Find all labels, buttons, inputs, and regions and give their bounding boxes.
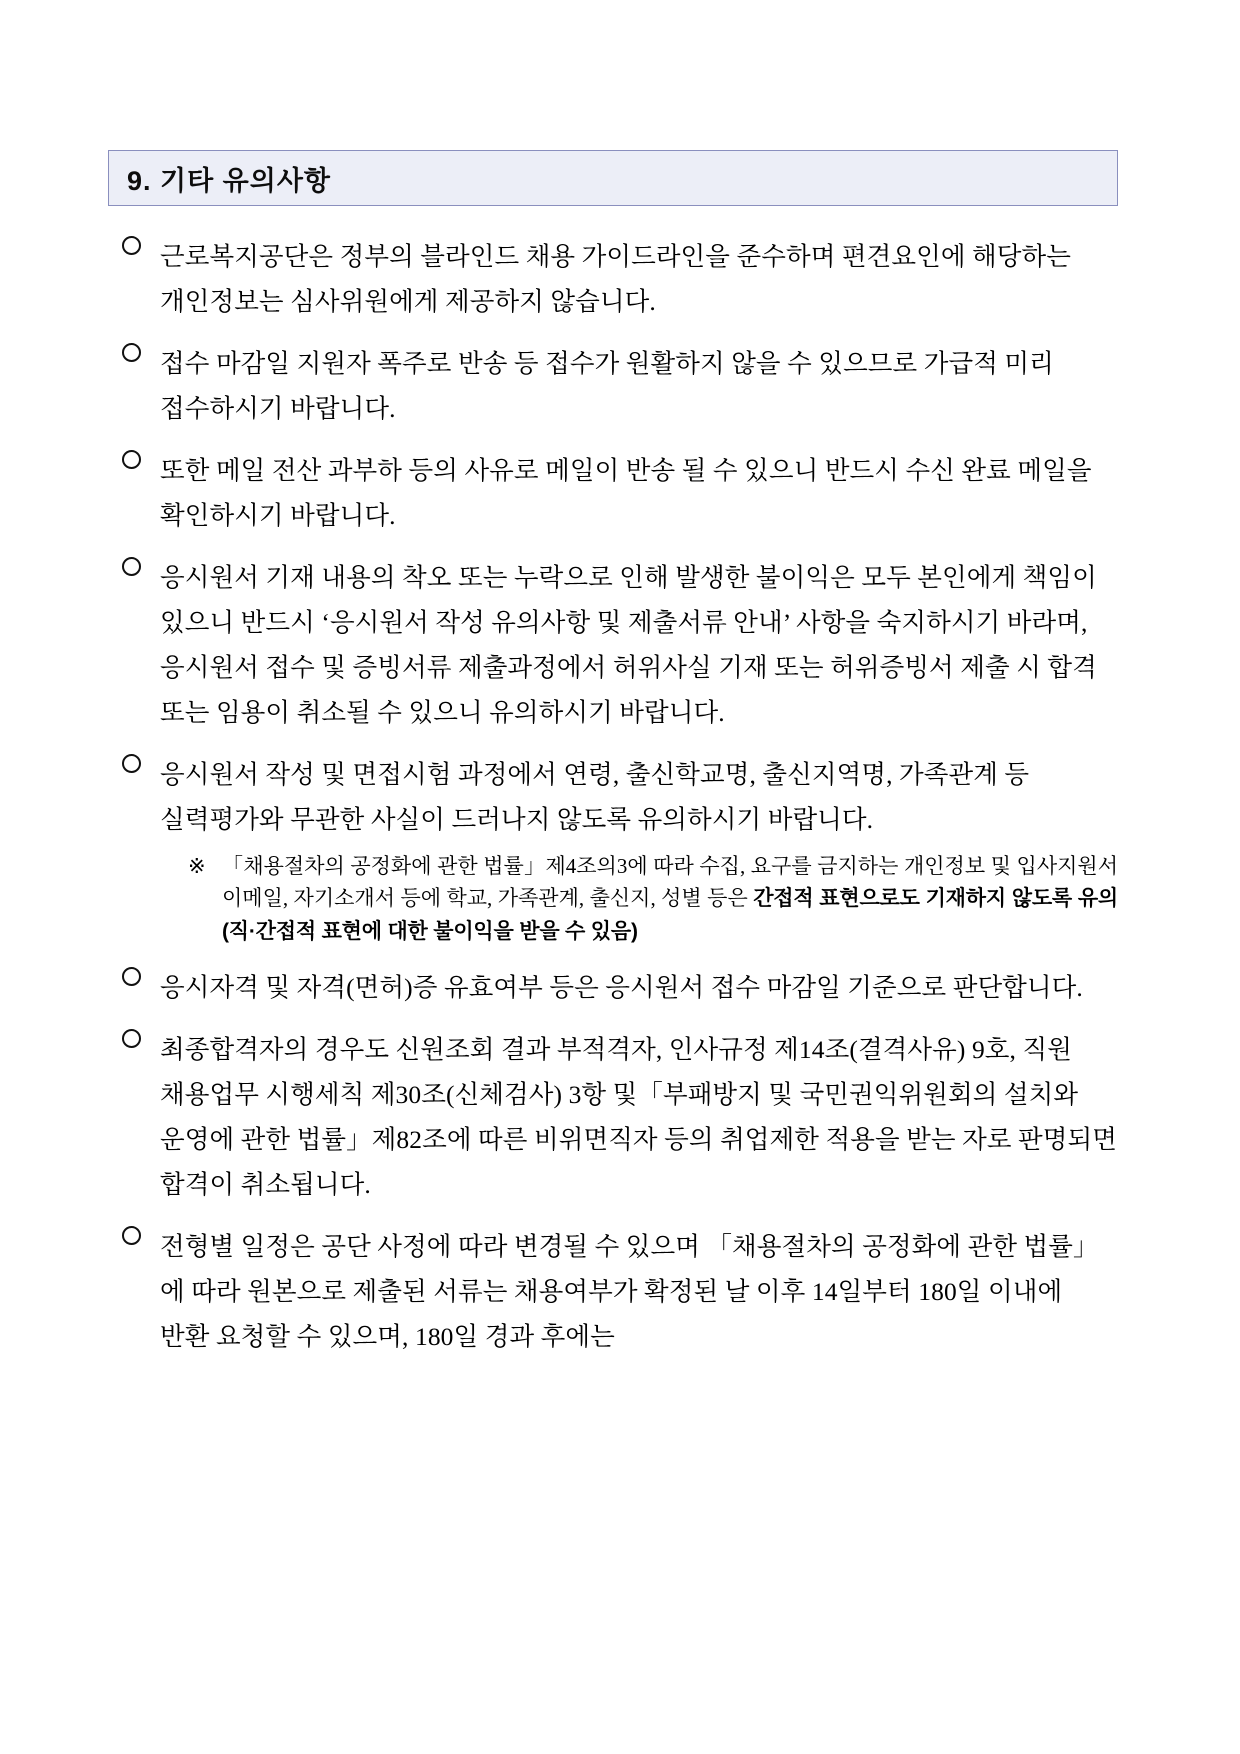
list-item	[108, 341, 1118, 431]
list-item	[108, 965, 1118, 1010]
list-item-text: 응시원서 작성 및 면접시험 과정에서 연령, 출신학교명, 출신지역명, 가족관계 등 실력평가와 무관한 사실이 드러나지 않도록 유의하시기 바랍니다.	[160, 760, 1030, 834]
list-item-text: 전형별 일정은 공단 사정에 따라 변경될 수 있으며 「채용절차의 공정화에 관한 법률」에 따라 원본으로 제출된 서류는 채용여부가 확정된 날 이후 14일부터 180일 이내에 반환 요청할 수 있으며, 180일 경과 후에는	[160, 1232, 1099, 1351]
note-text: 「채용절차의 공정화에 관한 법률」제4조의3에 따라 수집, 요구를 금지하는 개인정보 및 입사지원서 이메일, 자기소개서 등에 학교, 가족관계, 출신지, 성별 등은	[222, 854, 1118, 910]
circle-bullet-icon	[122, 236, 141, 255]
list-item-text: 접수 마감일 지원자 폭주로 반송 등 접수가 원활하지 않을 수 있으므로 가급적 미리 접수하시기 바랍니다.	[160, 349, 1054, 423]
circle-bullet-icon	[122, 1226, 141, 1245]
circle-bullet-icon	[122, 343, 141, 362]
circle-bullet-icon	[122, 557, 141, 576]
list-item	[108, 752, 1118, 948]
list-item	[108, 234, 1118, 324]
note-text-emphasis: 간접적 표현으로도 기재하지 않도록 유의 (직·간접적 표현에 대한 불이익을 받을 수 있음)	[222, 887, 1119, 943]
notice-list	[108, 234, 1118, 1359]
list-item-note	[188, 850, 1118, 948]
reference-mark-icon: ※	[188, 854, 206, 878]
list-item	[108, 1027, 1118, 1207]
list-item	[108, 1224, 1118, 1359]
circle-bullet-icon	[122, 967, 141, 986]
list-item-text: 또한 메일 전산 과부하 등의 사유로 메일이 반송 될 수 있으니 반드시 수신 완료 메일을 확인하시기 바랍니다.	[160, 456, 1092, 530]
list-item	[108, 555, 1118, 735]
list-item	[108, 448, 1118, 538]
list-item-text: 근로복지공단은 정부의 블라인드 채용 가이드라인을 준수하며 편견요인에 해당하는 개인정보는 심사위원에게 제공하지 않습니다.	[160, 242, 1071, 316]
page-title: 9. 기타 유의사항	[127, 165, 332, 196]
page-content	[108, 150, 1118, 1376]
list-item-text: 응시원서 기재 내용의 착오 또는 누락으로 인해 발생한 불이익은 모두 본인에게 책임이 있으니 반드시 ‘응시원서 작성 유의사항 및 제출서류 안내’ 사항을 숙지하시기 바라며, 응시원서 접수 및 증빙서류 제출과정에서 허위사실 기재 또는 허위증빙서 제출 시 합격 또는 임용이 취소될 수 있으니 유의하시기 바랍니다.	[160, 563, 1097, 727]
circle-bullet-icon	[122, 1029, 141, 1048]
circle-bullet-icon	[122, 754, 141, 773]
list-item-text: 최종합격자의 경우도 신원조회 결과 부적격자, 인사규정 제14조(결격사유) 9호, 직원 채용업무 시행세칙 제30조(신체검사) 3항 및「부패방지 및 국민권익위원회의 설치와 운영에 관한 법률」제82조에 따른 비위면직자 등의 취업제한 적용을 받는 자로 판명되면 합격이 취소됩니다.	[160, 1035, 1117, 1199]
section-header	[108, 150, 1118, 206]
circle-bullet-icon	[122, 450, 141, 469]
list-item-text: 응시자격 및 자격(면허)증 유효여부 등은 응시원서 접수 마감일 기준으로 판단합니다.	[160, 973, 1083, 1002]
